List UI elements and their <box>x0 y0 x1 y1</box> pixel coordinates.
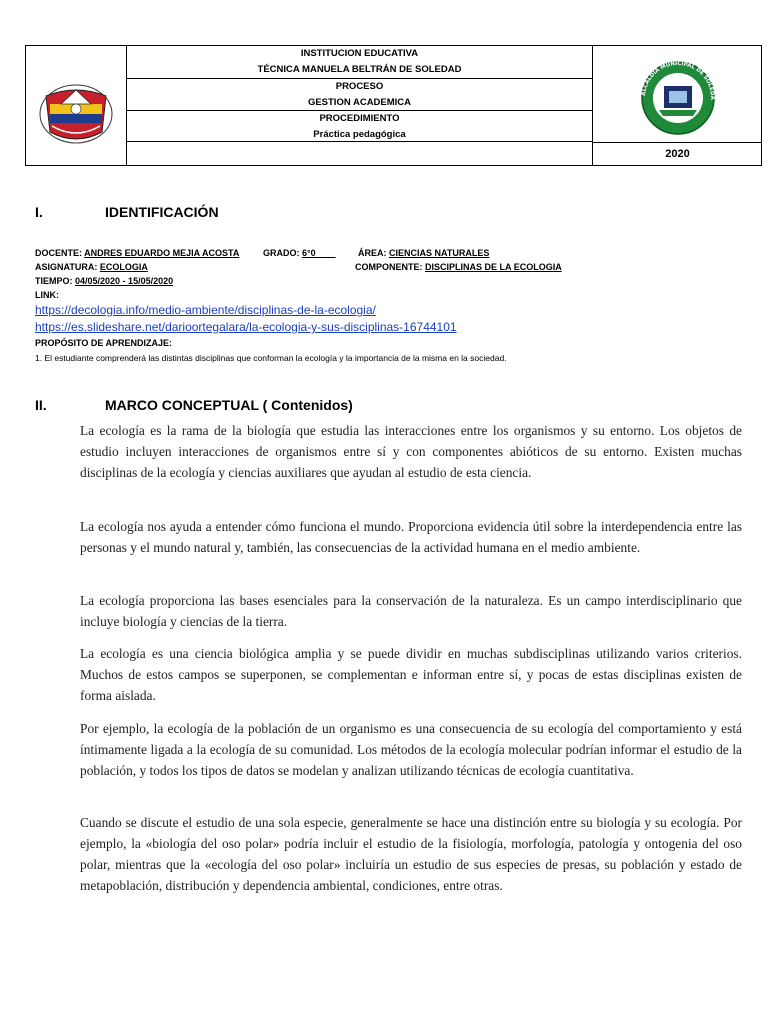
grade-line <box>263 248 336 258</box>
institution-row <box>127 46 592 79</box>
time-label: TIEMPO: <box>35 276 73 286</box>
process-row <box>127 79 592 111</box>
svg-text:ALCALDIA MUNICIPAL DE SOLEDAD: ALCALDIA MUNICIPAL DE SOLEDA <box>641 60 716 100</box>
section-2-number: II. <box>35 397 47 413</box>
procedure-value: Práctica pedagógica <box>313 129 406 140</box>
area-line <box>358 248 489 258</box>
header-table <box>25 45 762 166</box>
school-shield-icon <box>26 46 126 165</box>
institution-line-2: TÉCNICA MANUELA BELTRÁN DE SOLEDAD <box>257 64 462 75</box>
section-2-heading <box>35 397 535 417</box>
section-1-number: I. <box>35 204 43 220</box>
procedure-row <box>127 111 592 142</box>
time-line <box>35 276 173 286</box>
link-decologia[interactable]: https://decologia.info/medio-ambiente/disciplinas-de-la-ecologia/ <box>35 303 376 317</box>
teacher-label: DOCENTE: <box>35 248 82 258</box>
purpose-label: PROPÓSITO DE APRENDIZAJE: <box>35 338 173 348</box>
paragraph-1: La ecología es la rama de la biología que estudia las interacciones entre los organismos y su entorno. Los objetos de estudio incluyen interacciones de organismos entre sí y con componentes abióticos de su entorno. Existen muchas disciplinas de la ecología y ciencias auxiliares que ayudan al estudio de esta ciencia. <box>80 423 742 480</box>
subject-line <box>35 262 148 272</box>
link-slideshare[interactable]: https://es.slideshare.net/darioortegalara/la-ecologia-y-sus-disciplinas-16744101 <box>35 320 457 334</box>
grade-label: GRADO: <box>263 248 300 258</box>
procedure-label: PROCEDIMIENTO <box>319 113 400 124</box>
area-label: ÁREA: <box>358 248 387 258</box>
teacher-value: ANDRES EDUARDO MEJIA ACOSTA <box>84 248 240 258</box>
document-year: 2020 <box>593 142 762 166</box>
subject-label: ASIGNATURA: <box>35 262 98 272</box>
component-label: COMPONENTE: <box>355 262 423 272</box>
component-line <box>355 262 562 272</box>
section-2-title: MARCO CONCEPTUAL ( Contenidos) <box>105 397 353 413</box>
teacher-line <box>35 248 239 258</box>
school-shield-cell <box>26 46 127 165</box>
grade-value: 6°0 <box>302 248 316 258</box>
component-value: DISCIPLINAS DE LA ECOLOGIA <box>425 262 562 272</box>
paragraph-2: La ecología nos ayuda a entender cómo funciona el mundo. Proporciona evidencia útil sobre la interdependencia entre las personas y el mundo natural y, también, las consecuencias de la actividad humana en el medio ambiente. <box>80 519 742 555</box>
paragraph-6: Cuando se discute el estudio de una sola especie, generalmente se hace una distinción entre su biología y su ecología. Por ejemplo, la «biología del oso polar» podría incluir el estudio de la fisiología, morfología, patología y ontogenia del oso polar, mientras que la «ecología del oso polar» incluiría un estudio de sus especies de presas, su población y estado de metapoblación, distribución y dependencia ambiental, condiciones, entre otras. <box>80 815 742 893</box>
paragraph-3: La ecología proporciona las bases esenciales para la conservación de la naturaleza. Es un campo interdisciplinario que incluye biología y ciencias de la tierra. <box>80 593 742 629</box>
time-value: 04/05/2020 - 15/05/2020 <box>75 276 174 286</box>
municipal-seal-icon <box>593 46 762 142</box>
process-label: PROCESO <box>335 81 384 92</box>
section-1-heading <box>35 204 435 224</box>
paragraph-4: La ecología es una ciencia biológica amplia y se puede dividir en muchas subdisciplinas utilizando varios criterios. Muchos de estos campos se superponen, se complementan e informan entre sí, y pocas de estas disciplinas existen de forma aislada. <box>80 646 742 703</box>
header-center <box>127 46 592 165</box>
municipal-seal-cell <box>592 46 762 165</box>
area-value: CIENCIAS NATURALES <box>389 248 490 258</box>
purpose-text: 1. El estudiante comprenderá las distintas disciplinas que conforman la ecología y la importancia de la misma en la sociedad. <box>35 353 507 363</box>
link-label: LINK: <box>35 290 59 300</box>
section-1-title: IDENTIFICACIÓN <box>105 204 219 220</box>
paragraph-5: Por ejemplo, la ecología de la población de un organismo es una consecuencia de su ecología del comportamiento y está íntimamente ligada a la ecología de su comunidad. Los métodos de la ecología molecular podrían informar el estudio de la población, y todos los tipos de datos se modelan y analizan utilizando técnicas de ecología cuantitativa. <box>80 721 742 778</box>
institution-line-1: INSTITUCION EDUCATIVA <box>300 48 419 59</box>
subject-value: ECOLOGIA <box>99 262 148 272</box>
process-value: GESTION ACADEMICA <box>307 97 412 108</box>
